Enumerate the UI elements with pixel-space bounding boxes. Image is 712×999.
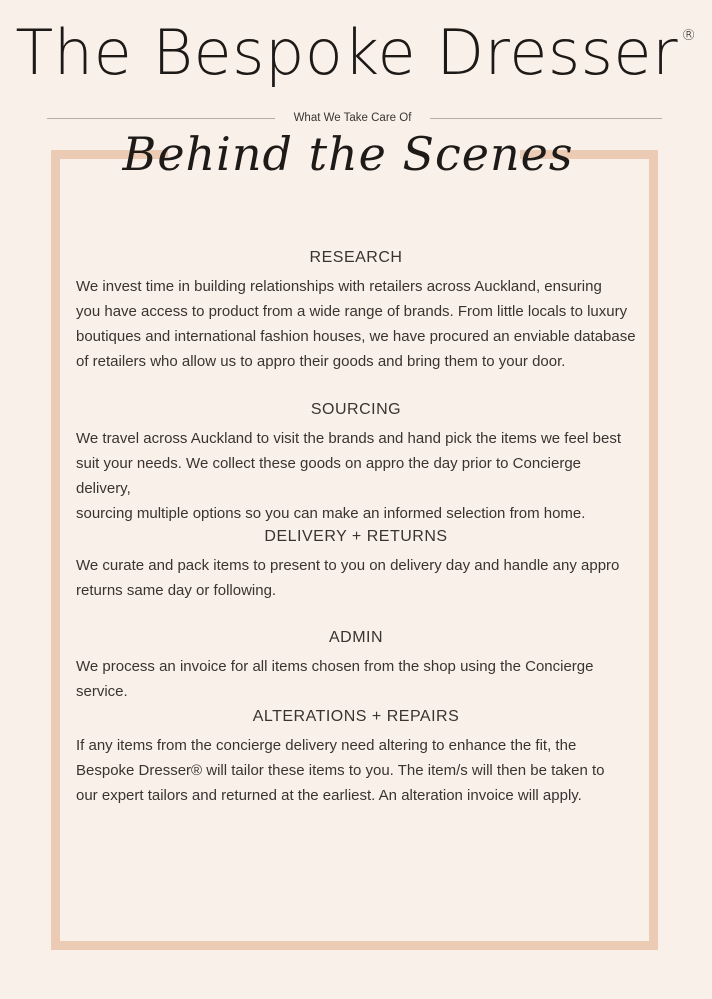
section-sourcing: [76, 400, 636, 526]
section-title: RESEARCH: [309, 249, 403, 266]
section-alterations-repairs: [76, 707, 636, 808]
section-body: We invest time in building relationships with retailers across Auckland, ensuring you have access to product from a wide range of brands. From little locals to luxury boutiques and international fashion houses, we have procured an enviable database of retailers who allow us to appro their goods and bring them to your door.: [76, 278, 636, 370]
section-body: We travel across Auckland to visit the brands and hand pick the items we feel best suit your needs. We collect these goods on appro the day prior to Concierge delivery, sourcing multiple options so you can make an informed selection from home.: [76, 430, 622, 522]
divider-right: [430, 118, 662, 119]
section-title: ADMIN: [328, 629, 384, 646]
section-body: We curate and pack items to present to you on delivery day and handle any appro returns same day or following.: [76, 557, 620, 599]
section-title: DELIVERY + RETURNS: [264, 528, 448, 545]
section-research: [76, 248, 636, 374]
registered-mark: ®: [681, 26, 697, 44]
brand-title: [0, 16, 712, 89]
divider-left: [47, 118, 275, 119]
section-title: ALTERATIONS + REPAIRS: [252, 708, 460, 725]
script-title: [122, 126, 574, 196]
brand-name: The Bespoke Dresser: [15, 16, 679, 89]
section-body: If any items from the concierge delivery need altering to enhance the fit, the Bespoke Dresser® will tailor these items to you. The item/s will then be taken to our expert tailors and returned at the earliest. An alteration invoice will apply.: [76, 737, 605, 804]
section-title: SOURCING: [310, 401, 402, 418]
section-admin: [76, 628, 636, 704]
section-body: We process an invoice for all items chosen from the shop using the Concierge service.: [76, 658, 594, 700]
script-title-text: Behind the Scenes: [122, 127, 574, 181]
section-delivery-returns: [76, 527, 636, 603]
tagline: What We Take Care Of: [293, 112, 412, 124]
